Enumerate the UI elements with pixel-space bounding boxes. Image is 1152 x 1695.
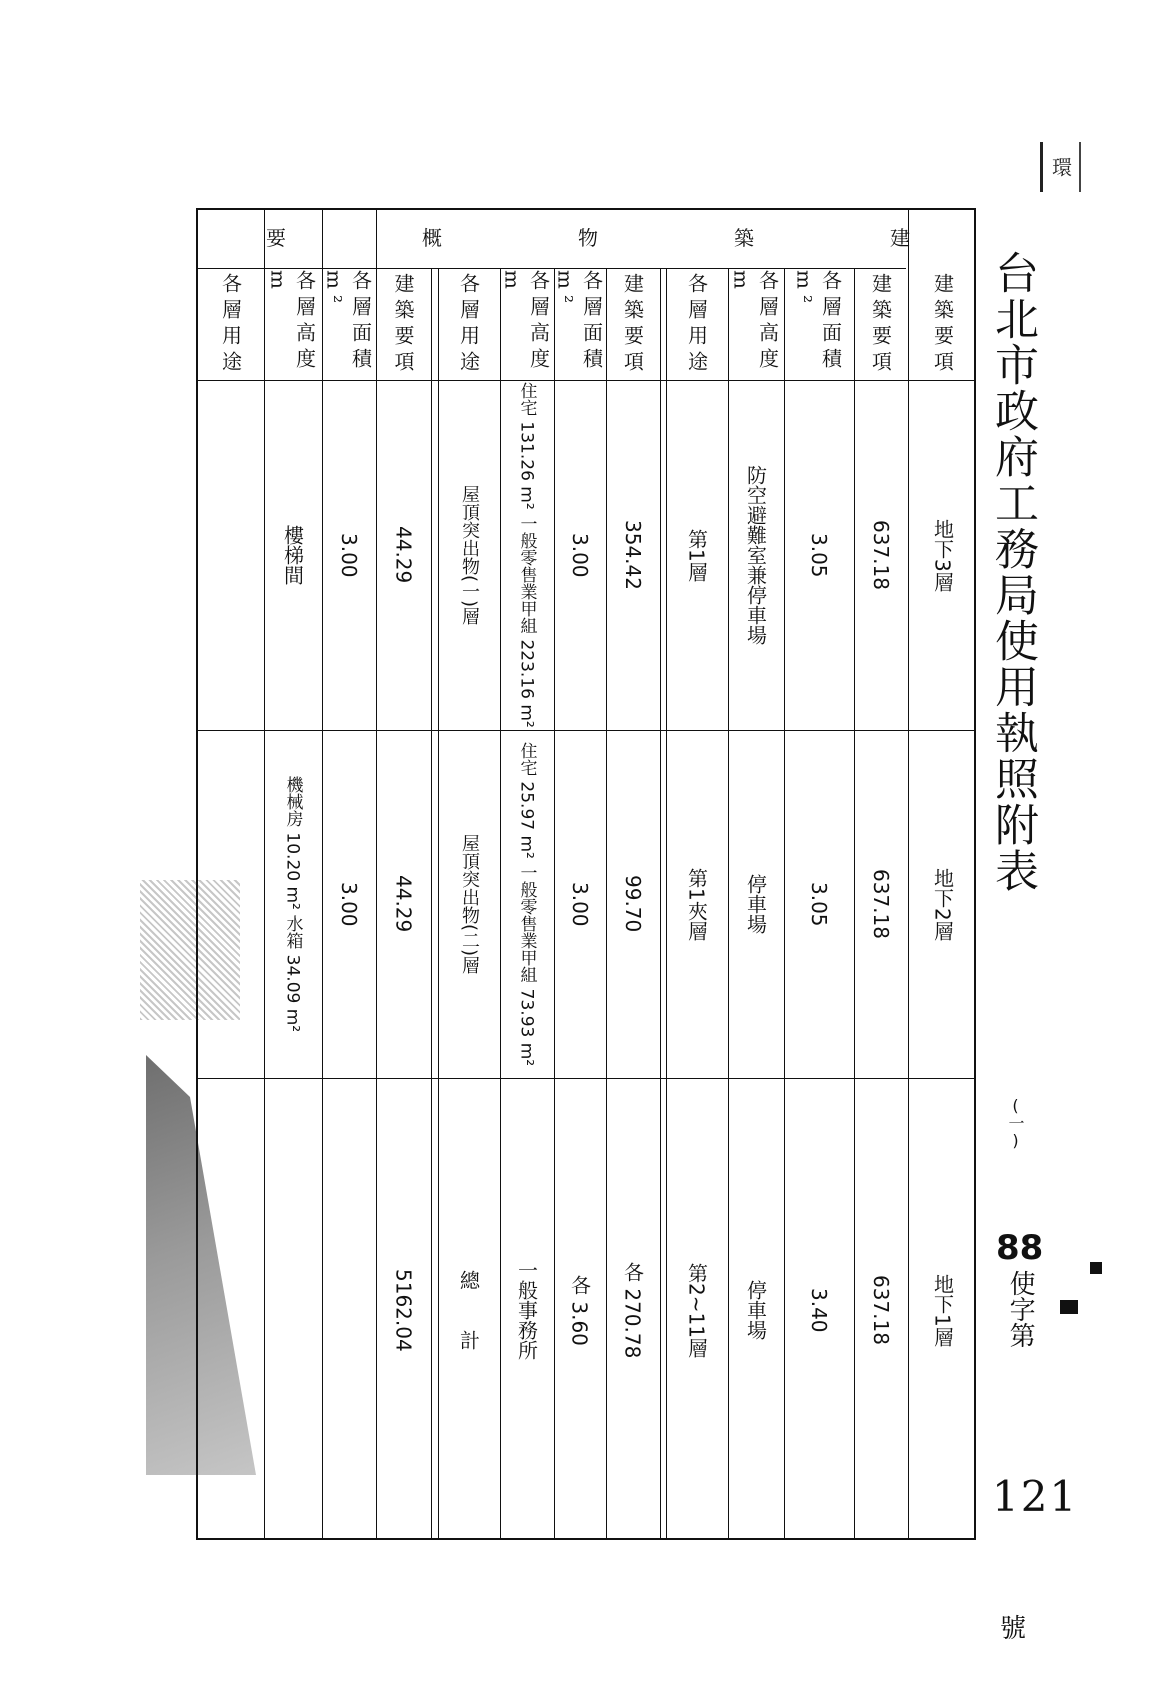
b1-item: 地下3層	[930, 518, 955, 592]
b3-use: 樓梯間	[280, 525, 305, 585]
header-item: 建築要項	[930, 273, 955, 377]
b2-use: 住宅 131.26 m² 一般零售業甲組 223.16 m²	[516, 382, 537, 728]
header-area: 各層面積m²	[553, 270, 604, 374]
b2-height: 3.00	[568, 532, 592, 578]
header-use: 各層用途	[218, 273, 243, 377]
b3-item: 屋頂突出物(一)層	[459, 484, 480, 626]
header-item: 建築要項	[868, 273, 893, 377]
header-height: 各層高度 m	[500, 270, 551, 374]
b1-area: 637.18	[869, 1275, 893, 1345]
b1-height: 3.40	[807, 1287, 831, 1333]
scan-mark	[1060, 1300, 1078, 1314]
header-item: 建築要項	[620, 273, 645, 377]
b2-area: 各 270.78	[620, 1261, 645, 1359]
b3-height: 3.00	[337, 532, 361, 578]
b3-area: 44.29	[391, 875, 416, 933]
b3-area: 5162.04	[391, 1268, 416, 1352]
header-area: 各層面積m²	[322, 270, 373, 374]
b1-use: 防空避難室兼停車場	[743, 465, 768, 645]
header-area: 各層面積m²	[792, 270, 843, 374]
b1-area: 637.18	[869, 520, 893, 590]
b2-item: 第1夾層	[684, 867, 709, 941]
b1-use: 停車場	[743, 1280, 768, 1340]
permit-number: 121	[992, 1472, 1079, 1521]
b2-area: 99.70	[621, 875, 645, 933]
b3-use: 機械房 10.20 m² 水箱 34.09 m²	[282, 775, 303, 1033]
permit-suffix: 號	[1000, 1614, 1027, 1644]
permit-word: 使字第	[1005, 1270, 1036, 1348]
b1-item: 地下1層	[930, 1273, 955, 1347]
b2-height: 3.00	[568, 881, 592, 927]
b2-height: 各 3.60	[567, 1274, 592, 1346]
summary-table	[196, 208, 976, 1540]
header-item: 建築要項	[391, 273, 415, 377]
group-label-top: 建 築 物 概 要	[266, 226, 910, 250]
b3-height: 3.00	[337, 881, 361, 927]
b2-use: 住宅 25.97 m² 一般零售業甲組 73.93 m²	[516, 741, 537, 1067]
b2-use: 一般事務所	[514, 1260, 539, 1360]
b3-height	[322, 1080, 376, 1540]
page-title: 台北市政府工務局使用執照附表	[987, 250, 1038, 894]
b3-use	[264, 1080, 322, 1540]
header-use: 各層用途	[456, 273, 481, 377]
b2-area: 354.42	[621, 520, 645, 590]
b1-height: 3.05	[807, 881, 831, 927]
b2-item: 第1層	[684, 528, 709, 582]
seal-stamp: 環	[1040, 142, 1081, 192]
b3-item: 總 計	[456, 1270, 481, 1350]
b3-item: 屋頂突出物(二)層	[459, 833, 480, 975]
header-use: 各層用途	[684, 273, 709, 377]
scan-mark	[1090, 1262, 1102, 1274]
header-height: 各層高度 m	[266, 270, 317, 374]
b3-area: 44.29	[391, 526, 416, 584]
b1-use: 停車場	[743, 874, 768, 934]
b1-area: 637.18	[869, 869, 893, 939]
header-height: 各層高度 m	[729, 270, 780, 374]
title-column	[978, 210, 1079, 1644]
b1-height: 3.05	[807, 532, 831, 578]
b2-item: 第2~11層	[684, 1262, 709, 1358]
b1-item: 地下2層	[930, 867, 955, 941]
title-suffix: (一)	[1006, 1096, 1025, 1150]
permit-year: 88	[996, 1228, 1044, 1268]
